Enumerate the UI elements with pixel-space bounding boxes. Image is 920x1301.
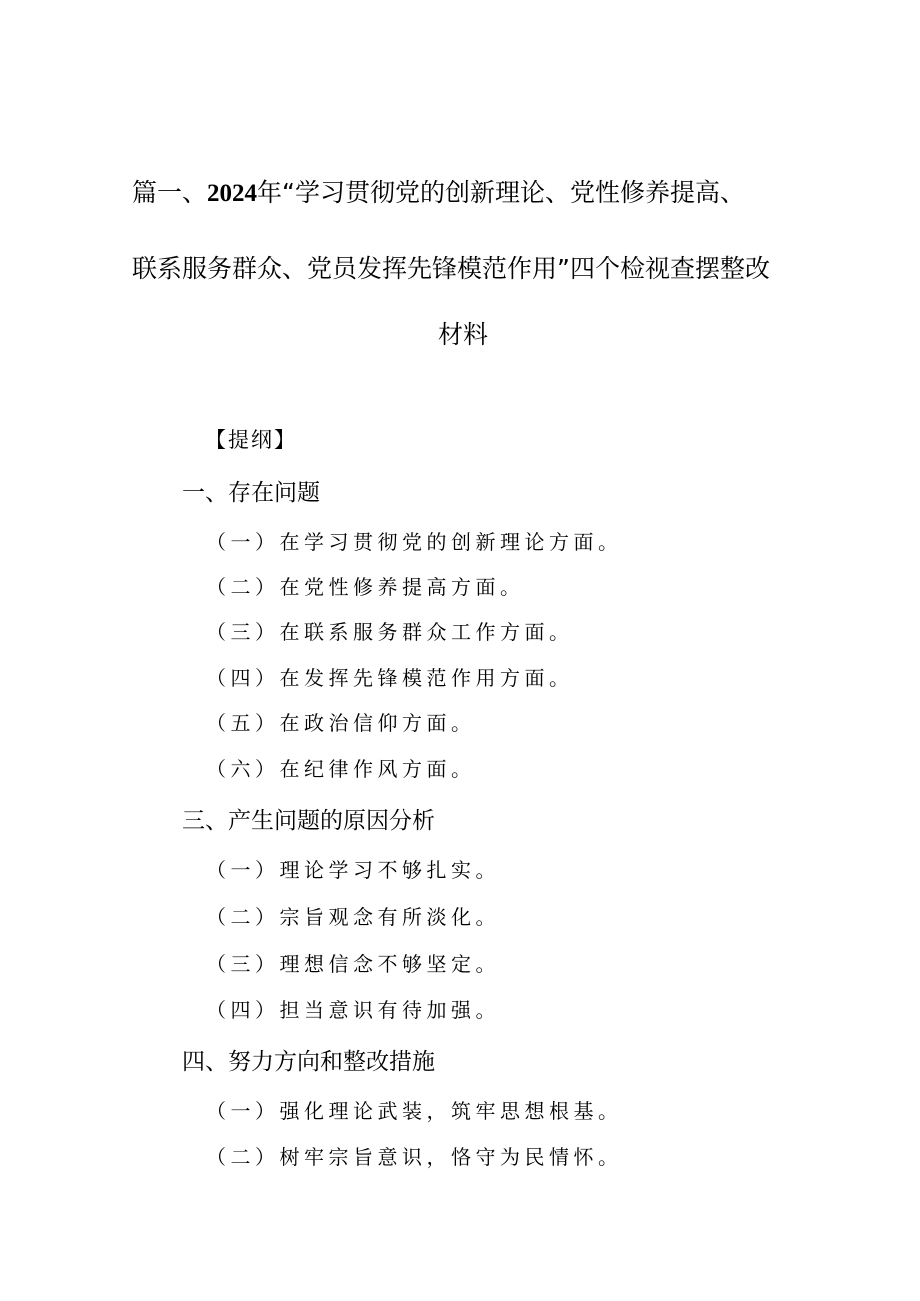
list-item: （二）宗旨观念有所淡化。 [206, 905, 500, 929]
list-item: （一）理论学习不够扎实。 [206, 858, 500, 882]
list-item: （五）在政治信仰方面。 [206, 711, 476, 735]
title-line-1-rest: 年“学习贯彻党的创新理论、党性修养提高、 [257, 178, 745, 207]
section-heading: 四、努力方向和整改措施 [182, 1049, 435, 1075]
title-year: 2024 [207, 180, 258, 207]
list-item: （四）在发挥先锋模范作用方面。 [206, 666, 574, 690]
list-item: （二）在党性修养提高方面。 [206, 575, 525, 599]
list-item: （一）强化理论武装，筑牢思想根基。 [206, 1099, 623, 1123]
list-item: （六）在纪律作风方面。 [206, 757, 476, 781]
section-heading: 三、产生问题的原因分析 [182, 808, 435, 834]
section-heading: 一、存在问题 [182, 480, 320, 506]
outline-label: 【提纲】 [205, 428, 297, 452]
list-item: （一）在学习贯彻党的创新理论方面。 [206, 530, 623, 554]
list-item: （三）在联系服务群众工作方面。 [206, 620, 574, 644]
title-line-1 [132, 180, 745, 206]
list-item: （三）理想信念不够坚定。 [206, 952, 500, 976]
title-line-2: 联系服务群众、党员发挥先锋模范作用”四个检视查摆整改 [132, 254, 770, 283]
title-line-3: 材料 [438, 320, 489, 349]
title-prefix: 篇一、 [132, 178, 208, 207]
list-item: （四）担当意识有待加强。 [206, 998, 500, 1022]
list-item: （二）树牢宗旨意识，恪守为民情怀。 [206, 1145, 623, 1169]
